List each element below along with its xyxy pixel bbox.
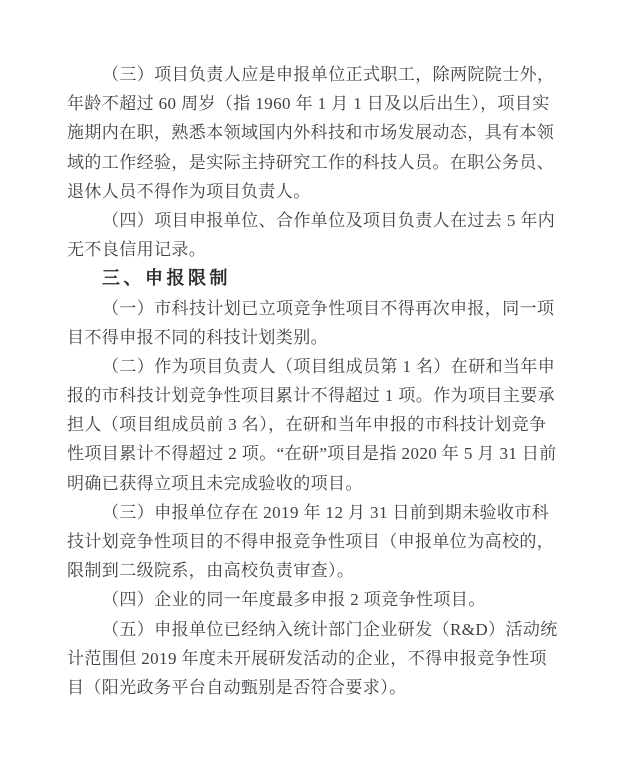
doc-line: （三）申报单位存在 2019 年 12 月 31 日前到期未验收市科 — [102, 502, 550, 522]
doc-line: （四）项目申报单位、合作单位及项目负责人在过去 5 年内 — [102, 210, 556, 230]
doc-line: （二）作为项目负责人（项目组成员第 1 名）在研和当年申 — [102, 356, 556, 376]
document-text-block — [67, 60, 567, 702]
doc-line: 目（阳光政务平台自动甄别是否符合要求）。 — [67, 677, 407, 697]
doc-line: 报的市科技计划竞争性项目累计不得超过 1 项。作为项目主要承 — [67, 386, 555, 406]
section-heading: 三、申报限制 — [102, 268, 231, 289]
doc-line: 限制到二级院系，由高校负责审查）。 — [67, 561, 355, 581]
doc-line: 退休人员不得作为项目负责人。 — [67, 181, 311, 201]
doc-line: （四）企业的同一年度最多申报 2 项竞争性项目。 — [102, 590, 486, 610]
doc-line: 性项目累计不得超过 2 项。“在研”项目是指 2020 年 5 月 31 日前 — [67, 444, 557, 464]
doc-line: 明确已获得立项且未完成验收的项目。 — [67, 473, 363, 493]
doc-line: 施期内在职，熟悉本领域国内外科技和市场发展动态，具有本领 — [67, 123, 555, 143]
doc-line: （一）市科技计划已立项竞争性项目不得再次申报，同一项 — [102, 298, 555, 318]
doc-line: 担人（项目组成员前 3 名），在研和当年申报的市科技计划竞争 — [67, 415, 547, 435]
doc-line: 年龄不超过 60 周岁（指 1960 年 1 月 1 日及以后出生），项目实 — [67, 94, 550, 114]
doc-line: （三）项目负责人应是申报单位正式职工，除两院院士外， — [102, 65, 555, 84]
doc-line: 目不得申报不同的科技计划类别。 — [67, 327, 328, 347]
doc-line: 计范围但 2019 年度未开展研发活动的企业，不得申报竞争性项 — [67, 648, 547, 668]
doc-line: （五）申报单位已经纳入统计部门企业研发（R&D）活动统 — [102, 619, 558, 639]
doc-line: 技计划竞争性项目的不得申报竞争性项目（申报单位为高校的， — [67, 532, 555, 551]
doc-line: 无不良信用记录。 — [67, 240, 207, 260]
doc-line: 域的工作经验，是实际主持研究工作的科技人员。在职公务员、 — [67, 152, 555, 172]
